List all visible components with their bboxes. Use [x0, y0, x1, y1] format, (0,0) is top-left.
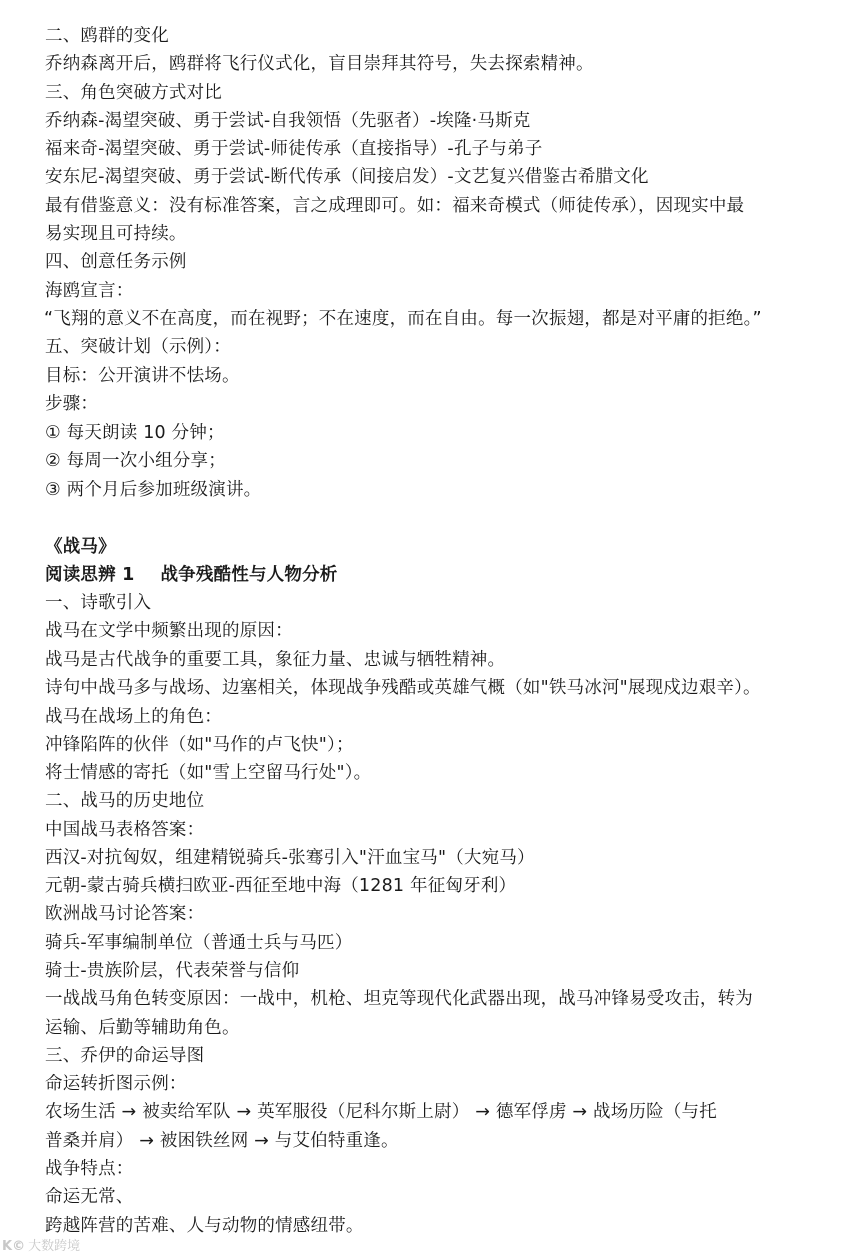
comparison-fletcher: 福来奇-渴望突破、勇于尝试-师徒传承（直接指导）-孔子与弟子 — [45, 139, 543, 159]
china-western-han: 西汉-对抗匈奴，组建精锐骑兵-张骞引入"汗血宝马"（大宛马） — [45, 848, 535, 868]
reading-label: 阅读思辨 1 — [45, 565, 135, 585]
plan-step-3: ③ 两个月后参加班级演讲。 — [45, 480, 262, 500]
europe-knight: 骑士-贵族阶层，代表荣誉与信仰 — [45, 961, 300, 981]
war-features-title: 战争特点： — [45, 1159, 134, 1179]
war-feature-2: 跨越阵营的苦难、人与动物的情感纽带。 — [45, 1216, 364, 1236]
paragraph-flock-change: 乔纳森离开后，鸥群将飞行仪式化，盲目崇拜其符号，失去探索精神。 — [45, 54, 594, 74]
declaration-quote: “飞翔的意义不在高度，而在视野；不在速度，而在自由。每一次振翅，都是对平庸的拒绝。” — [44, 309, 762, 329]
watermark — [2, 1235, 80, 1254]
heading-breakthrough-plan: 五、突破计划（示例）： — [45, 337, 231, 357]
answer-frequency-1: 战马是古代战争的重要工具，象征力量、忠诚与牺牲精神。 — [45, 650, 506, 670]
ww1-reason-line1: 一战战马角色转变原因：一战中，机枪、坦克等现代化武器出现，战马冲锋易受攻击，转为 — [45, 989, 753, 1009]
plan-steps-title: 步骤： — [45, 394, 99, 414]
heading-poetry-intro: 一、诗歌引入 — [45, 593, 152, 613]
europe-cavalry: 骑兵-军事编制单位（普通士兵与马匹） — [45, 933, 353, 953]
heading-joey-fate: 三、乔伊的命运导图 — [45, 1046, 205, 1066]
comparison-jonathan: 乔纳森-渴望突破、勇于尝试-自我领悟（先驱者）-埃隆·马斯克 — [45, 111, 531, 131]
fate-line1: 农场生活 → 被卖给军队 → 英军服役（尼科尔斯上尉） → 德军俘虏 → 战场历险（与托 — [45, 1102, 717, 1122]
reading-heading — [45, 564, 817, 586]
watermark-text: 大数跨境 — [28, 1239, 81, 1254]
fate-title: 命运转折图示例： — [45, 1074, 187, 1094]
heading-history: 二、战马的历史地位 — [45, 791, 205, 811]
war-feature-1: 命运无常、 — [45, 1187, 134, 1207]
china-table-title: 中国战马表格答案： — [45, 820, 205, 840]
answer-frequency-2: 诗句中战马多与战场、边塞相关，体现战争残酷或英雄气概（如"铁马冰河"展现戍边艰辛）。 — [45, 678, 761, 698]
question-battlefield-role: 战马在战场上的角色： — [45, 707, 222, 727]
fate-line2: 普桑并肩） → 被困铁丝网 → 与艾伯特重逢。 — [45, 1131, 399, 1151]
declaration-title: 海鸥宣言： — [45, 281, 134, 301]
comparison-conclusion-line1: 最有借鉴意义：没有标准答案，言之成理即可。如：福来奇模式（师徒传承），因现实中最 — [45, 196, 745, 216]
plan-step-2: ② 每周一次小组分享； — [45, 451, 226, 471]
comparison-anthony: 安东尼-渴望突破、勇于尝试-断代传承（间接启发）-文艺复兴借鉴古希腊文化 — [45, 167, 649, 187]
comparison-conclusion-line2: 易实现且可持续。 — [45, 224, 187, 244]
reading-topic: 战争残酷性与人物分析 — [160, 565, 338, 585]
book-title: 《战马》 — [45, 537, 116, 557]
heading-creative-task: 四、创意任务示例 — [45, 252, 187, 272]
answer-role-1: 冲锋陷阵的伙伴（如"马作的卢飞快"）； — [45, 735, 354, 755]
china-yuan: 元朝-蒙古骑兵横扫欧亚-西征至地中海（1281 年征匈牙利） — [45, 876, 517, 896]
question-frequency: 战马在文学中频繁出现的原因： — [45, 621, 293, 641]
plan-goal: 目标：公开演讲不怯场。 — [45, 366, 240, 386]
europe-title: 欧洲战马讨论答案： — [45, 904, 205, 924]
heading-role-comparison: 三、角色突破方式对比 — [45, 83, 222, 103]
ww1-reason-line2: 运输、后勤等辅助角色。 — [45, 1018, 240, 1038]
answer-role-2: 将士情感的寄托（如"雪上空留马行处"）。 — [45, 763, 372, 783]
watermark-logo-icon: K© — [2, 1239, 26, 1254]
heading-flock-change: 二、鸥群的变化 — [45, 26, 169, 46]
plan-step-1: ① 每天朗读 10 分钟； — [45, 423, 225, 443]
